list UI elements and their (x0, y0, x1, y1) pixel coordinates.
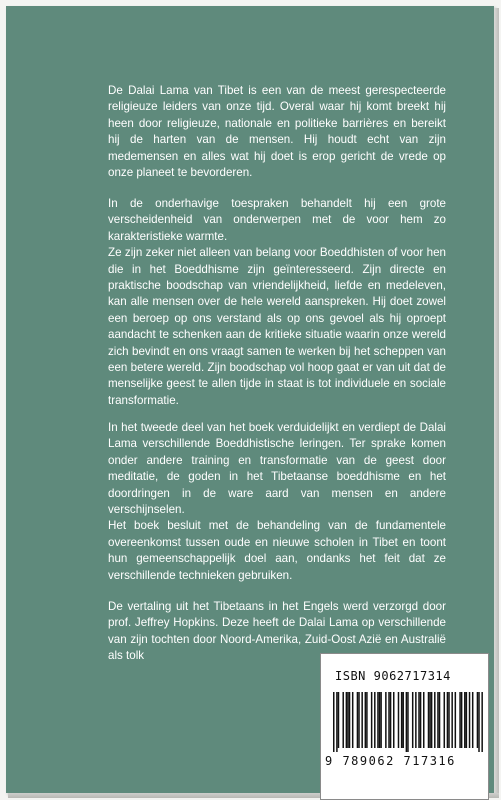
barcode-bar (333, 692, 335, 752)
barcode-bar (447, 692, 449, 748)
barcode-bar (481, 692, 483, 752)
barcode-bar (365, 692, 367, 748)
barcode-bar (377, 692, 379, 748)
barcode-bar (357, 692, 359, 748)
barcode-bar (459, 692, 461, 748)
isbn-number: ISBN 9062717314 (335, 669, 451, 683)
paragraph-text: In het tweede deel van het boek verduidelijkt en verdiept de Dalai Lama verschillende Boeddhistische leringen. Ter sprake komen onder andere training en transformatie van de geest door meditatie, de goden in het Tibetaanse boeddhisme en het doordringen in de ware aard van mensen en andere verschijnselen. Het boek besluit met de behandeling van de fundamentele overeenkomst tussen oude en nieuwe scholen in Tibet en toont hun gemeenschappelijk doel aan, ondanks het feit dat ze verschillende technieken gebruiken. (108, 421, 446, 582)
barcode-bar (393, 692, 395, 748)
barcode-bar (401, 692, 403, 748)
barcode-bar (478, 692, 480, 752)
ean-number: 9 789062 717316 (325, 754, 456, 768)
barcode-bar (434, 692, 436, 748)
barcode-bar (415, 692, 417, 748)
barcode-bar (444, 692, 446, 748)
barcode-bar (428, 692, 430, 748)
isbn-sticker (320, 653, 489, 800)
barcode-bar (398, 692, 400, 748)
page-edge-right (494, 8, 499, 795)
barcode-bar (464, 692, 466, 748)
barcode-bar (407, 692, 409, 752)
barcode-bar (477, 692, 479, 748)
barcode-bar (429, 692, 431, 748)
barcode-bar (406, 692, 408, 752)
barcode-bar (412, 692, 414, 748)
barcode-bar (472, 692, 474, 748)
barcode-bar (402, 692, 404, 748)
barcode-bar (352, 692, 354, 748)
barcode-bar (346, 692, 348, 748)
barcode-bar (451, 692, 453, 748)
barcode-bar (420, 692, 422, 748)
paragraph-text: De vertaling uit het Tibetaans in het Engels werd verzorgd door prof. Jeffrey Hopkins. Deze heeft de Dalai Lama op verschillende van zijn tochten door Noord-Amerika, Zuid-Oost Azië en Australië als tolk (108, 600, 446, 663)
barcode-bar (380, 692, 382, 748)
barcode-bar (431, 692, 433, 748)
barcode-bar (371, 692, 373, 748)
barcode-bar (439, 692, 441, 748)
barcode-bar (448, 692, 450, 748)
paragraph-text: De Dalai Lama van Tibet is een van de meest gerespecteerde religieuze leiders van onze tijd. Overal waar hij komt breekt hij heen door religieuze, nationale en politieke barrières en bereikt hij de harten van de mensen. Hij houdt echt van zijn medemensen en alles wat hij doet is erop gericht de vrede op onze planeet te bevorderen. (108, 84, 446, 180)
paragraph-text: In de onderhavige toespraken behandelt hij een grote verscheidenheid van onderwerpen met de voor hem zo karakteristieke warmte. Ze zijn zeker niet alleen van belang voor Boeddhisten of voor hen die in het Boeddhisme zijn geïnteresseerd. Zijn directe en praktische boodschap van vriendelijkheid, liefde en medeleven, kan alle mensen over de hele wereld aanspreken. Hij doet zowel een beroep op ons verstand als op ons gevoel als hij oproept aandacht te schenken aan de kritieke situatie waarin onze wereld zich bevindt en ons vraagt samen te werken bij het scheppen van een betere wereld. Zijn boodschap vol hoop gaat er van uit dat de menselijke geest te allen tijde in staat is tot individuele en sociale transformatie. (108, 197, 446, 407)
barcode-bar (361, 692, 363, 748)
barcode-bar (455, 692, 457, 748)
barcode-bar (338, 692, 340, 748)
barcode-bar (423, 692, 425, 748)
barcode-bar (385, 692, 387, 748)
barcode-bar (461, 692, 463, 748)
barcode-bar (336, 692, 338, 752)
barcode-bar (349, 692, 351, 748)
barcode-bar (437, 692, 439, 748)
barcode (333, 692, 483, 752)
barcode-bar (374, 692, 376, 748)
blurb-paragraph-3 (108, 420, 446, 584)
barcode-bar (418, 692, 420, 748)
barcode-bar (388, 692, 390, 748)
barcode-bar (366, 692, 368, 748)
barcode-bar (347, 692, 349, 748)
barcode-bar (358, 692, 360, 748)
blurb-paragraph-2 (108, 196, 446, 409)
barcode-bar (390, 692, 392, 748)
barcode-bar (469, 692, 471, 748)
barcode-bar (466, 692, 468, 748)
barcode-bar (379, 692, 381, 748)
blurb-paragraph-1 (108, 83, 446, 181)
barcode-bar (342, 692, 344, 748)
